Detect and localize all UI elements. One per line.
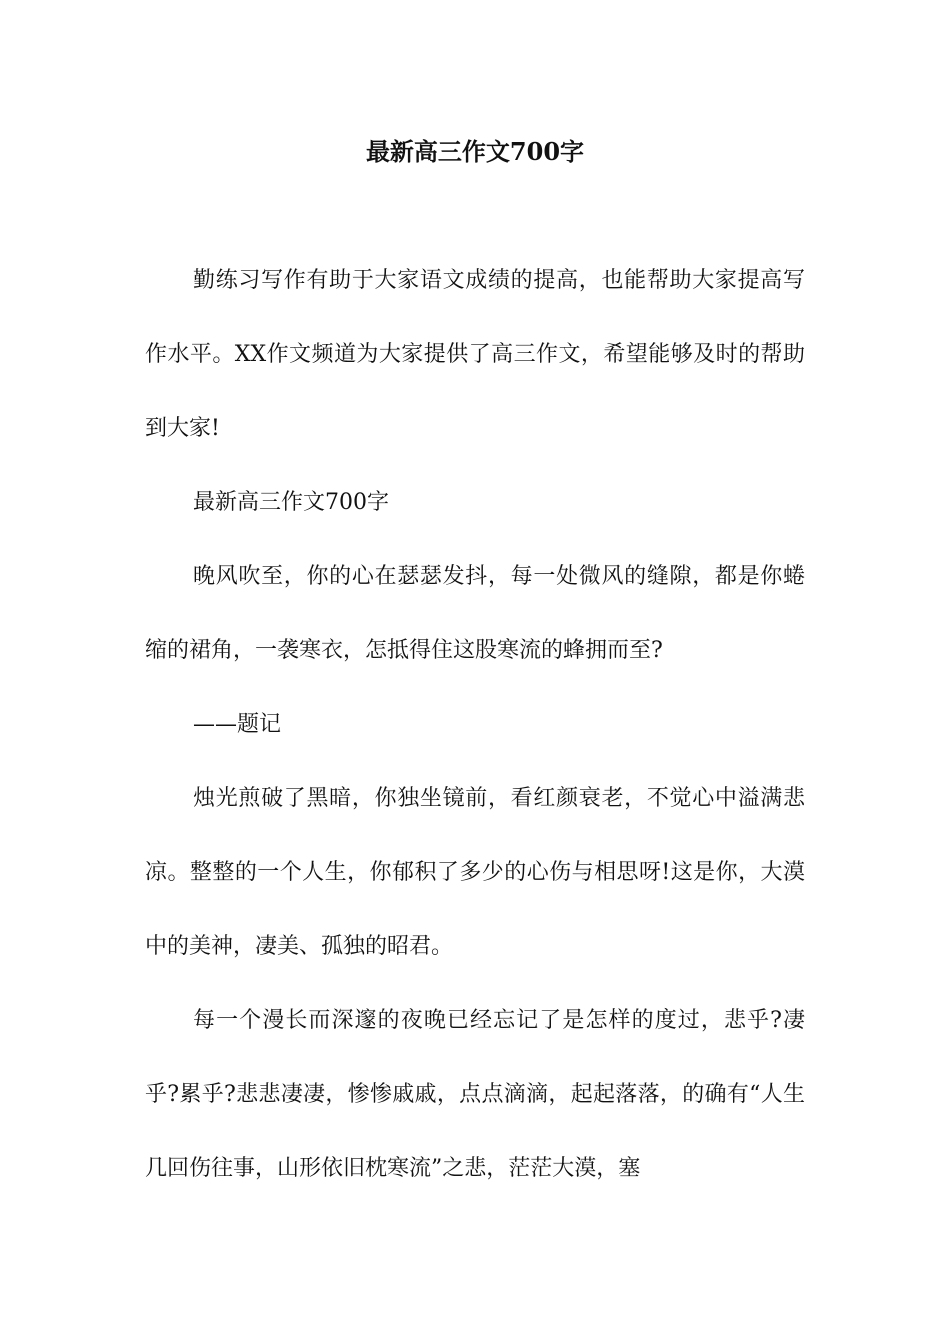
- paragraph-intro: 勤练习写作有助于大家语文成绩的提高，也能帮助大家提高写作水平。XX作文频道为大家提供了高三作文，希望能够及时的帮助到大家!: [145, 268, 805, 441]
- paragraph-candlelight: 烛光煎破了黑暗，你独坐镜前，看红颜衰老，不觉心中溢满悲凉。整整的一个人生，你郁积了多少的心伤与相思呀!这是你，大漠中的美神，凄美、孤独的昭君。: [145, 786, 805, 959]
- paragraph-epigraph: ——题记: [193, 712, 282, 737]
- paragraph-evening-wind: 晚风吹至，你的心在瑟瑟发抖，每一处微风的缝隙，都是你蜷缩的裙角，一袭寒衣，怎抵得住这股寒流的蜂拥而至?: [145, 564, 805, 663]
- document-title: 最新高三作文700字: [365, 137, 585, 166]
- paragraph-subtitle: 最新高三作文700字: [193, 490, 389, 515]
- document-body: [145, 244, 805, 1206]
- paragraph-long-night: 每一个漫长而深邃的夜晚已经忘记了是怎样的度过，悲乎?凄乎?累乎?悲悲凄凄，惨惨戚戚，点点滴滴，起起落落，的确有“人生几回伤往事，山形依旧枕寒流”之悲，茫茫大漠，塞: [145, 1008, 806, 1181]
